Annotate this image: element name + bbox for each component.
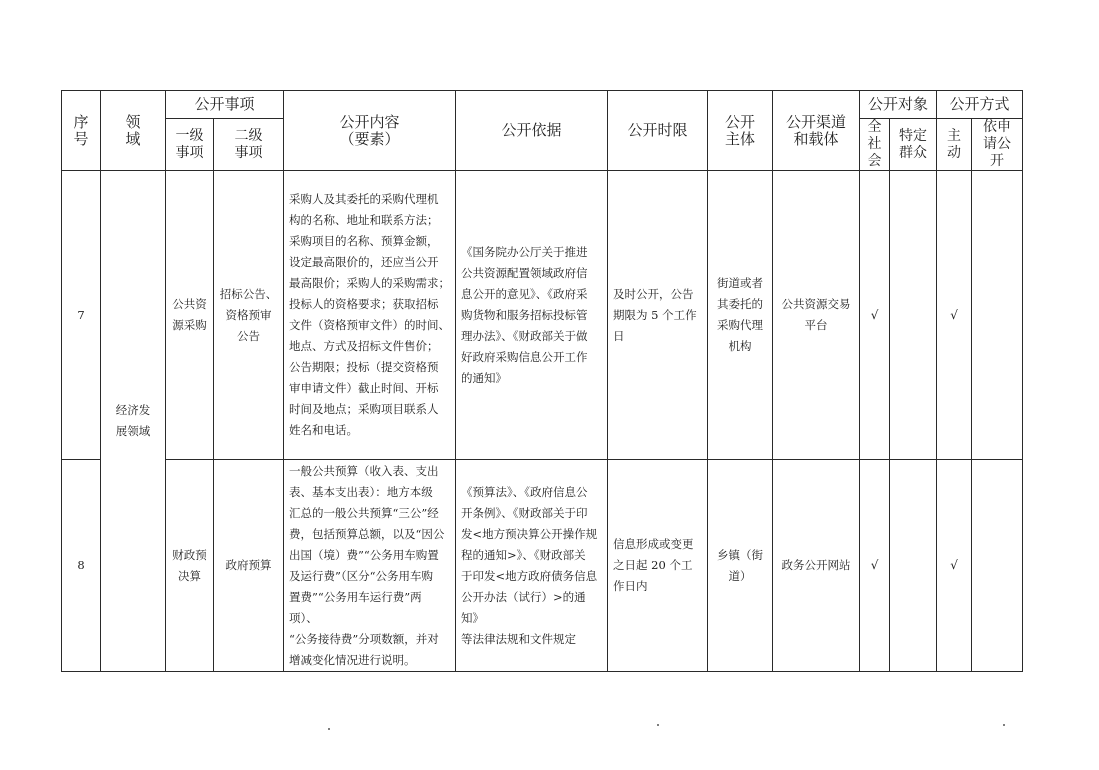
header-specific-group: 特定 群众 [890, 119, 937, 171]
header-method-group: 公开方式 [937, 91, 1023, 119]
row-specific-group-check [890, 460, 937, 672]
row-time-limit: 信息形成或变更 之日起 20 个工 作日内 [608, 460, 708, 672]
row-time-limit: 及时公开，公告 期限为 5 个工作 日 [608, 171, 708, 460]
header-items-group: 公开事项 [166, 91, 284, 119]
header-domain: 领 域 [101, 91, 166, 171]
table-row [62, 460, 1023, 672]
row-level1: 公共资 源采购 [166, 171, 214, 460]
row-content: 采购人及其委托的采购代理机 构的名称、地址和联系方法； 采购项目的名称、预算金额， 设定最高限价的，还应当公开 最高限价；采购人的采购需求； 投标人的资格要求；获取招标 文件（资格预审文件）的时间、 地点、方式及招标文件售价； 公告期限；投标（提交资格预 审申请文件）截止时间、开标 时间及地点；采购项目联系人 姓名和电话。 [284, 171, 456, 460]
header-on-request: 依申 请公 开 [972, 119, 1023, 171]
disclosure-table [61, 90, 1023, 672]
header-level2: 二级 事项 [214, 119, 284, 171]
row-level2: 政府预算 [214, 460, 284, 672]
header-level1: 一级 事项 [166, 119, 214, 171]
domain-cell: 经济发 展领域 [101, 171, 166, 672]
header-target-group: 公开对象 [860, 91, 937, 119]
row-channel: 政务公开网站 [773, 460, 860, 672]
row-on-request-check [972, 460, 1023, 672]
row-seq: 8 [62, 460, 101, 672]
header-basis: 公开依据 [456, 91, 608, 171]
scan-speck [1003, 724, 1005, 726]
row-channel: 公共资源交易 平台 [773, 171, 860, 460]
row-whole-society-check: √ [860, 171, 890, 460]
row-level1: 财政预 决算 [166, 460, 214, 672]
row-subject: 乡镇（街 道） [708, 460, 773, 672]
header-time-limit: 公开时限 [608, 91, 708, 171]
header-seq: 序 号 [62, 91, 101, 171]
row-specific-group-check [890, 171, 937, 460]
header-subject: 公开 主体 [708, 91, 773, 171]
row-seq: 7 [62, 171, 101, 460]
header-content: 公开内容 （要素） [284, 91, 456, 171]
header-channel: 公开渠道 和载体 [773, 91, 860, 171]
row-on-request-check [972, 171, 1023, 460]
scan-speck [328, 728, 330, 730]
row-basis: 《国务院办公厅关于推进 公共资源配置领域政府信 息公开的意见》、《政府采 购货物和服务招标投标管 理办法》、《财政部关于做 好政府采购信息公开工作 的通知》 [456, 171, 608, 460]
row-content: 一般公共预算（收入表、支出 表、基本支出表）：地方本级 汇总的一般公共预算“三公”经 费，包括预算总额，以及“因公 出国（境）费”“公务用车购置 及运行费”（区分“公务用车购 置费”“公务用车运行费”两项）、 “公务接待费”分项数额，并对 增减变化情况进行说明。 [284, 460, 456, 672]
header-whole-society: 全 社 会 [860, 119, 890, 171]
header-active: 主 动 [937, 119, 972, 171]
row-active-check: √ [937, 171, 972, 460]
row-basis: 《预算法》、《政府信息公 开条例》、《财政部关于印 发<地方预决算公开操作规 程的通知>》、《财政部关 于印发<地方政府债务信息 公开办法（试行）>的通知》 等法律法规和文件规定 [456, 460, 608, 672]
row-whole-society-check: √ [860, 460, 890, 672]
header-row-1 [62, 91, 1023, 119]
table-row [62, 171, 1023, 460]
row-subject: 街道或者 其委托的 采购代理 机构 [708, 171, 773, 460]
row-active-check: √ [937, 460, 972, 672]
row-level2: 招标公告、 资格预审 公告 [214, 171, 284, 460]
scan-speck [657, 724, 659, 726]
